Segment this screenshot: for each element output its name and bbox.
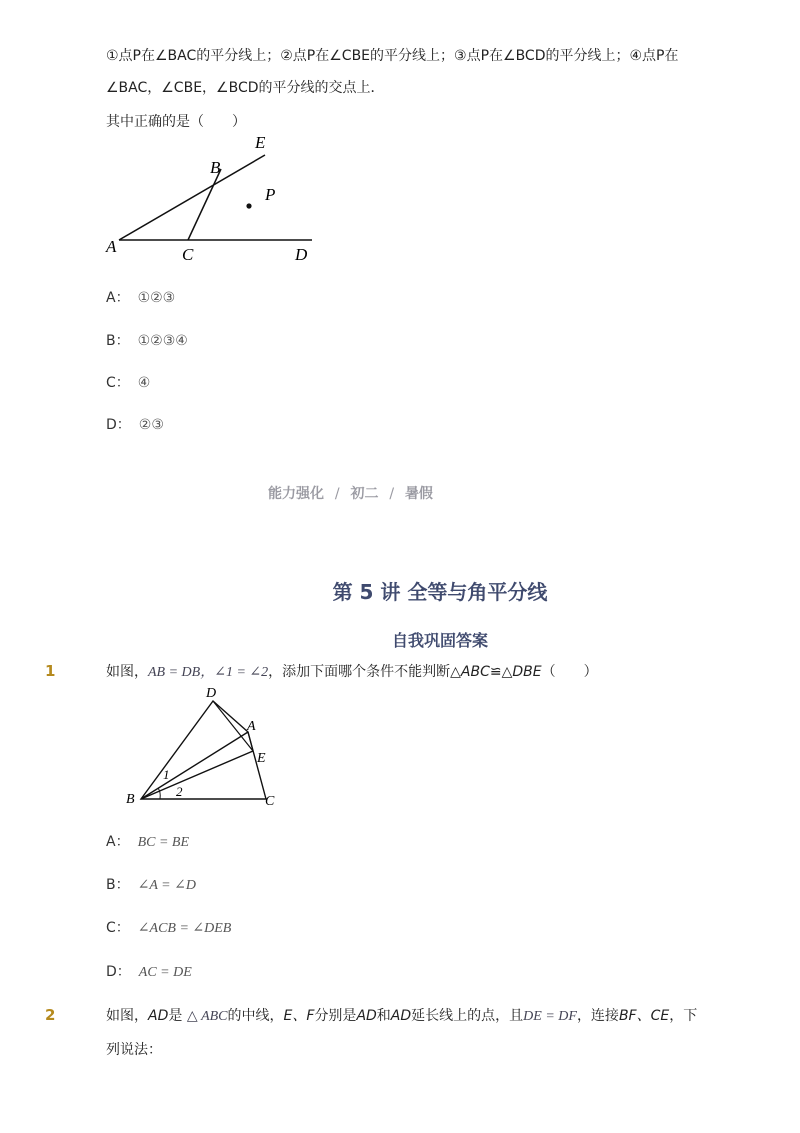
option-value: ∠A = ∠D xyxy=(137,878,196,893)
q1-stem-math: △ABC≌△DBE xyxy=(450,664,542,680)
prev-question-figure xyxy=(100,130,330,270)
breadcrumb-part3: 暑假 xyxy=(404,486,433,502)
option-label: B： xyxy=(106,333,130,349)
option-label: C： xyxy=(106,375,130,391)
prev-option-d[interactable] xyxy=(106,415,164,435)
q2-math: E、F xyxy=(283,1008,315,1024)
fig-label-D: D xyxy=(295,245,308,264)
prev-option-c[interactable] xyxy=(106,373,150,393)
question-number: 2 xyxy=(45,1006,56,1024)
option-label: D： xyxy=(106,417,131,433)
q2-text: 如图， xyxy=(106,1008,148,1024)
q2-text: 是 xyxy=(168,1008,187,1024)
option-value: ①②③ xyxy=(137,290,176,306)
q2-stem-line2: 列说法： xyxy=(106,1042,162,1058)
answer-section-title: 自我巩固答案 xyxy=(391,631,488,650)
breadcrumb-separator: / xyxy=(389,486,395,502)
option-value: BC = BE xyxy=(137,835,190,850)
fig-label-C: C xyxy=(182,245,194,264)
option-value: ①②③④ xyxy=(137,333,188,349)
breadcrumb-part2: 初二 xyxy=(350,486,379,502)
option-label: A： xyxy=(106,834,130,850)
question-number: 1 xyxy=(45,662,56,680)
q2-math: AD xyxy=(148,1008,169,1024)
fig-label-A: A xyxy=(106,237,117,256)
option-label: B： xyxy=(106,877,130,893)
breadcrumb-part1: 能力强化 xyxy=(268,486,324,502)
q1-stem-text: （ ） xyxy=(541,664,598,680)
q1-figure xyxy=(120,684,290,809)
q1-option-b[interactable] xyxy=(106,875,196,896)
q2-text: ，下 xyxy=(669,1008,698,1024)
option-value: AC = DE xyxy=(138,965,192,980)
option-label: C： xyxy=(106,920,130,936)
q1-option-d[interactable] xyxy=(106,962,192,983)
fig-label-A: A xyxy=(247,719,256,734)
q1-option-a[interactable] xyxy=(106,832,189,853)
q1-stem-text: ，添加下面哪个条件不能判断 xyxy=(268,664,451,680)
q2-math: △ ABC xyxy=(186,1009,228,1024)
q2-text: 延长线上的点，且 xyxy=(411,1008,524,1024)
prev-question-prompt: 其中正确的是（ ） xyxy=(106,114,246,130)
option-label: A： xyxy=(106,290,130,306)
q1-stem-math: AB = DB，∠1 = ∠2 xyxy=(148,665,269,680)
q2-text: ，连接 xyxy=(576,1008,619,1024)
prev-question-line2: ∠BAC，∠CBE，∠BCD的平分线的交点上． xyxy=(106,80,385,96)
fig-label-E: E xyxy=(255,133,266,152)
breadcrumb xyxy=(268,483,433,503)
fig-label-B: B xyxy=(210,158,221,177)
option-value: ∠ACB = ∠DEB xyxy=(137,921,232,936)
q2-text: 分别是 xyxy=(314,1008,357,1024)
prev-question-line1: ①点P在∠BAC的平分线上；②点P在∠CBE的平分线上；③点P在∠BCD的平分线上；④点P在 xyxy=(106,48,679,64)
fig-label-D: D xyxy=(206,686,217,701)
fig-label-B: B xyxy=(126,792,135,807)
option-label: D： xyxy=(106,964,131,980)
fig-angle-2: 2 xyxy=(176,784,183,799)
q1-stem xyxy=(106,662,598,683)
q2-math: BF、CE xyxy=(618,1008,670,1024)
fig-angle-1: 1 xyxy=(163,767,170,782)
q1-stem-text: 如图， xyxy=(106,664,148,680)
option-value: ②③ xyxy=(138,417,164,433)
q2-math: AD xyxy=(390,1008,412,1024)
q2-math: DE = DF xyxy=(523,1009,577,1024)
fig-label-E: E xyxy=(257,751,266,766)
prev-option-a[interactable] xyxy=(106,288,175,308)
q2-text: 和 xyxy=(376,1008,391,1024)
prev-option-b[interactable] xyxy=(106,331,188,351)
fig-label-C: C xyxy=(265,794,275,809)
fig-label-P: P xyxy=(265,185,276,204)
q2-math: AD xyxy=(356,1008,377,1024)
q2-text: 的中线， xyxy=(227,1008,284,1024)
q2-stem-line1 xyxy=(106,1006,697,1027)
option-value: ④ xyxy=(137,375,151,391)
lesson-title: 第 5 讲 全等与角平分线 xyxy=(332,580,548,604)
breadcrumb-separator: / xyxy=(334,486,340,502)
q1-option-c[interactable] xyxy=(106,918,231,939)
